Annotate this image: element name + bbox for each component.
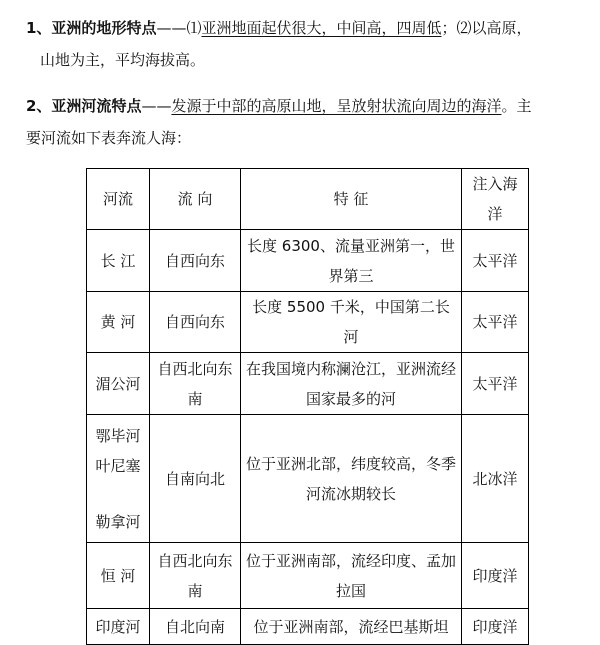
header-ocean-line-2: 洋	[487, 205, 503, 223]
header-direction: 流 向	[150, 169, 241, 230]
cell-feature-line: 界第三	[328, 266, 374, 285]
rivers-line-1	[26, 90, 586, 122]
terrain-point-2: 以高原，	[471, 19, 532, 37]
terrain-line-2: 山地为主，平均海拔高。	[40, 51, 206, 69]
cell-feature: 长度 5500 千米，中国第二长河	[241, 292, 462, 353]
table-row	[87, 230, 529, 292]
cell-direction-line: 自西北向东	[157, 551, 233, 570]
rivers-title: 2、亚洲河流特点	[26, 97, 142, 115]
table-row	[87, 415, 529, 543]
cell-ocean: 太平洋	[462, 230, 529, 292]
cell-direction-line: 南	[187, 581, 203, 600]
header-river: 河流	[87, 169, 150, 230]
cell-river: 长 江	[87, 230, 150, 292]
cell-direction: 自西向东	[150, 230, 241, 292]
cell-feature	[241, 230, 462, 292]
table-row	[87, 292, 529, 353]
cell-direction	[150, 353, 241, 415]
cell-feature-line: 长度 6300、流量亚洲第一，世	[247, 236, 455, 255]
cell-ocean: 北冰洋	[462, 415, 529, 543]
cell-direction	[150, 543, 241, 609]
terrain-title: 1、亚洲的地形特点	[26, 19, 157, 37]
table-header-row	[87, 169, 529, 230]
cell-feature-line: 位于亚洲南部，流经印度、孟加	[245, 551, 456, 570]
cell-river-line: 勒拿河	[95, 512, 141, 531]
rivers-line-2: 要河流如下表奔流人海：	[26, 129, 192, 147]
terrain-point-1: 亚洲地面起伏很大，中间高，四周低	[201, 19, 442, 37]
cell-river-line: 鄂毕河	[95, 426, 141, 445]
section-terrain	[26, 12, 586, 76]
cell-river: 黄 河	[87, 292, 150, 353]
rivers-dash: ——	[141, 97, 172, 115]
header-feature: 特 征	[241, 169, 462, 230]
rivers-table	[86, 168, 529, 645]
cell-feature: 位于亚洲南部，流经巴基斯坦	[241, 609, 462, 645]
cell-ocean: 印度洋	[462, 609, 529, 645]
terrain-marker-2: ⑵	[456, 19, 472, 37]
cell-feature-line: 河流冰期较长	[305, 484, 396, 503]
cell-feature-line: 在我国境内称澜沧江，亚洲流经	[245, 359, 456, 378]
terrain-marker-1: ⑴	[186, 19, 202, 37]
cell-feature-line: 位于亚洲北部，纬度较高，冬季	[245, 454, 456, 473]
cell-direction: 自南向北	[150, 415, 241, 543]
cell-feature	[241, 415, 462, 543]
header-ocean	[462, 169, 529, 230]
cell-river-line: 叶尼塞	[95, 456, 141, 475]
cell-ocean: 太平洋	[462, 353, 529, 415]
cell-ocean: 印度洋	[462, 543, 529, 609]
terrain-line-1	[26, 12, 586, 44]
cell-direction: 自北向南	[150, 609, 241, 645]
cell-spacer	[91, 481, 145, 507]
rivers-feature: 发源于中部的高原山地，呈放射状流向周边的海洋	[171, 97, 502, 115]
cell-river: 恒 河	[87, 543, 150, 609]
cell-river: 湄公河	[87, 353, 150, 415]
cell-feature-line: 国家最多的河	[305, 389, 396, 408]
cell-direction-line: 自西北向东	[157, 359, 233, 378]
cell-river	[87, 415, 150, 543]
table-row	[87, 353, 529, 415]
table-row	[87, 543, 529, 609]
cell-feature	[241, 543, 462, 609]
cell-direction-line: 南	[187, 389, 203, 408]
cell-river: 印度河	[87, 609, 150, 645]
section-rivers	[26, 90, 586, 154]
rivers-rest: 。主	[501, 97, 532, 115]
cell-feature	[241, 353, 462, 415]
terrain-separator: ；	[441, 19, 457, 37]
cell-feature-line: 拉国	[335, 581, 366, 600]
header-ocean-line-1: 注入海	[472, 175, 518, 193]
cell-ocean: 太平洋	[462, 292, 529, 353]
terrain-dash: ——	[156, 19, 187, 37]
cell-direction: 自西向东	[150, 292, 241, 353]
table-row	[87, 609, 529, 645]
